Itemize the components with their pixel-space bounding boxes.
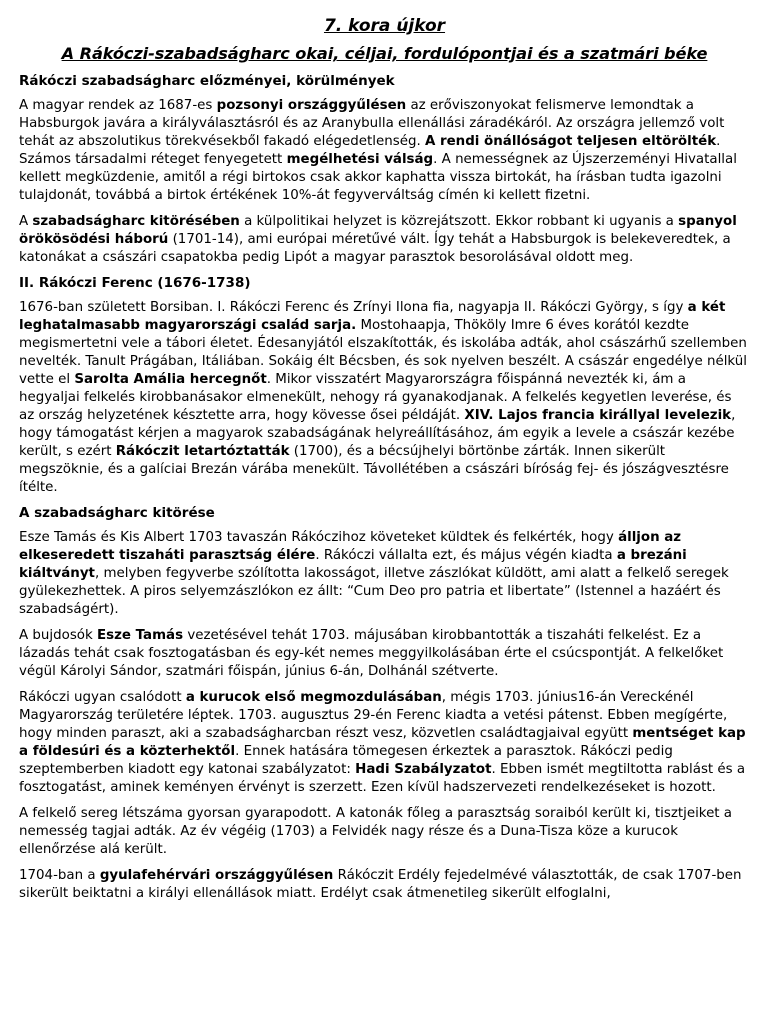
paragraph xyxy=(19,867,750,903)
text-run: 1676-ban született Borsiban. I. Rákóczi Ferenc és Zrínyi Ilona fia, nagyapja II. Rákóczi György, s így xyxy=(19,300,688,315)
text-run: (1700), és a bécsújhelyi börtönbe zárták. Innen sikerült megszöknie, és a galíciai Brezán várába menekült. Távollétében a császári bíróság fej- és jószágvesztésre ítélte. xyxy=(19,444,729,495)
bold-text: Sarolta Amália hercegnőt xyxy=(74,372,267,387)
text-run: az erőviszonyokat felismerve lemondtak a Habsburgok javára a királyválasztásról és az Aranybulla ellenállási záradékáról. Az országra jellemző volt tehát az abszolutikus törekvésekből fakadó elégedetlenség. xyxy=(19,98,725,149)
bold-text: pozsonyi országgyűlésen xyxy=(216,98,407,113)
text-run: Esze Tamás és Kis Albert 1703 tavaszán Rákóczihoz követeket küldtek és felkérték, hogy xyxy=(19,530,619,545)
text-run: , melyben fegyverbe szólította lakosságot, illetve zászlókat küldött, ami alatt a felkelő seregek gyülekezhettek. A piros selyemzászlókon ez állt: “Cum Deo pro patria et libertate” (Istennel a hazáért és szabadságért). xyxy=(19,566,729,617)
text-run: . A nemességnek az Újszerzeményi Hivatallal kellett megküzdenie, amitől a régi birtokos csak akkor kaphatta vissza birtokát, ha írásban tudta igazolni tulajdonát, továbbá a birtok értékének 10%-át fegyverváltság címén ki kellett fizetni. xyxy=(19,152,737,203)
text-run: . Ennek hatására tömegesen érkeztek a parasztok. Rákóczi pedig szeptemberben kiadott egy katonai szabályzatot: xyxy=(19,744,673,777)
bold-text: a kurucok első megmozdulásában xyxy=(185,690,442,705)
bold-text: a két leghatalmasabb magyarországi család sarja. xyxy=(19,300,726,333)
text-run: (1701-14), ami európai méretűvé vált. Így tehát a Habsburgok is belekeveredtek, a katonákat a császári csapatokba pedig Lipót a magyar parasztok besorolásával oldott meg. xyxy=(19,232,731,265)
text-run: , mégis 1703. június16-án Vereckénél Magyarország területére léptek. 1703. augusztus 29-én Ferenc kiadta a vetési pátenst. Ebben megígérte, hogy minden paraszt, aki a szabadságharcban részt vesz, közvetlen családtagjaival együtt xyxy=(19,690,728,741)
paragraph xyxy=(19,213,750,267)
bold-text: spanyol örökösödési háború xyxy=(19,214,737,247)
bold-text: Esze Tamás xyxy=(97,628,184,643)
paragraph xyxy=(19,299,750,497)
text-run: Mostohaapja, Thököly Imre 6 éves korától kezdte megismertetni vele a tábori életet. Édesanyjától elszakították, és iskolába adták, ahol császárhű szellemben nevelték. Tanult Prágában, Itáliában. Sokáig élt Bécsben, és sok nyelven beszélt. A császár engedélye nélkül vette el xyxy=(19,318,747,387)
text-run: A magyar rendek az 1687-es xyxy=(19,98,217,113)
text-run: 1704-ban a xyxy=(19,868,100,883)
bold-text: gyulafehérvári országgyűlésen xyxy=(99,868,334,883)
section-rakoczi-ferenc xyxy=(19,275,750,497)
text-run: . Számos társadalmi réteget fenyegetett xyxy=(19,134,721,167)
section-heading-rakoczi-ferenc: II. Rákóczi Ferenc (1676-1738) xyxy=(19,275,251,291)
section-heading-background: Rákóczi szabadságharc előzményei, körülmények xyxy=(19,73,395,89)
section-outbreak xyxy=(19,505,750,903)
paragraph xyxy=(19,97,750,205)
text-run: A xyxy=(19,214,33,229)
bold-text: a brezáni kiáltványt xyxy=(19,548,687,581)
bold-text: szabadságharc kitörésében xyxy=(32,214,240,229)
text-run: vezetésével tehát 1703. májusában kirobbantották a tiszaháti felkelést. Ez a lázadás tehát csak fosztogatásban és egy-két nemes meggyilkolásában érte el csúcspontját. A felkelőket végül Károlyi Sándor, szatmári főispán, június 6-án, Dolhánál szétverte. xyxy=(19,628,724,679)
text-run: , hogy támogatást kérjen a magyarok szabadságának helyreállításához, ám egyik a levele a császár kezébe került, s ezért xyxy=(19,408,736,459)
paragraph xyxy=(19,689,750,797)
text-run: . Rákóczi vállalta ezt, és május végén kiadta xyxy=(315,548,617,563)
text-run: Rákóczit Erdély fejedelmévé választották, de csak 1707-ben sikerült beiktatni a királyi ellenállások miatt. Erdélyt csak átmenetileg sikerült elfoglalni, xyxy=(19,868,742,901)
bold-text: megélhetési válság xyxy=(286,152,434,167)
text-run: . Ebben ismét megtiltotta rablást és a fosztogatást, aminek keményen érvényt is szerzett. Ezen kívül hadszervezeti rendelkezéseket is hozott. xyxy=(19,762,746,795)
text-run: A bujdosók xyxy=(19,628,97,643)
paragraph xyxy=(19,805,750,859)
bold-text: Hadi Szabályzatot xyxy=(355,762,492,777)
bold-text: Rákóczit letartóztatták xyxy=(115,444,290,459)
paragraph xyxy=(19,627,750,681)
paragraph xyxy=(19,529,750,619)
bold-text: álljon az elkeseredett tiszaháti parasztság élére xyxy=(19,530,682,563)
section-heading-outbreak: A szabadságharc kitörése xyxy=(19,505,215,521)
bold-text: A rendi önállóságot teljesen eltörölték xyxy=(424,134,717,149)
document-subtitle: A Rákóczi-szabadságharc okai, céljai, fordulópontjai és a szatmári béke xyxy=(61,44,708,63)
text-run: Rákóczi ugyan csalódott xyxy=(19,690,186,705)
document-title: 7. kora újkor xyxy=(323,16,446,36)
bold-text: mentséget kap a földesúri és a közterhektől xyxy=(19,726,746,759)
section-background xyxy=(19,73,750,267)
bold-text: XIV. Lajos francia királlyal levelezik xyxy=(464,408,732,423)
text-run: a külpolitikai helyzet is közrejátszott. Ekkor robbant ki ugyanis a xyxy=(239,214,679,229)
text-run: A felkelő sereg létszáma gyorsan gyarapodott. A katonák főleg a parasztság soraiból került ki, tisztjeiket a nemesség tagjai adták. Az év végéig (1703) a Felvidék nagy része és a Duna-Tisza köze a kurucok ellenőrzése alá került. xyxy=(19,806,733,857)
text-run: . Mikor visszatért Magyarországra főispánná nevezték ki, ám a hegyaljai felkelés kirobbanásakor elmenekült, nehogy rá gyanakodjanak. A felkelés kegyetlen leverése, és az ország helyzetének késztette arra, hogy kövesse ősei példáját. xyxy=(19,372,732,423)
